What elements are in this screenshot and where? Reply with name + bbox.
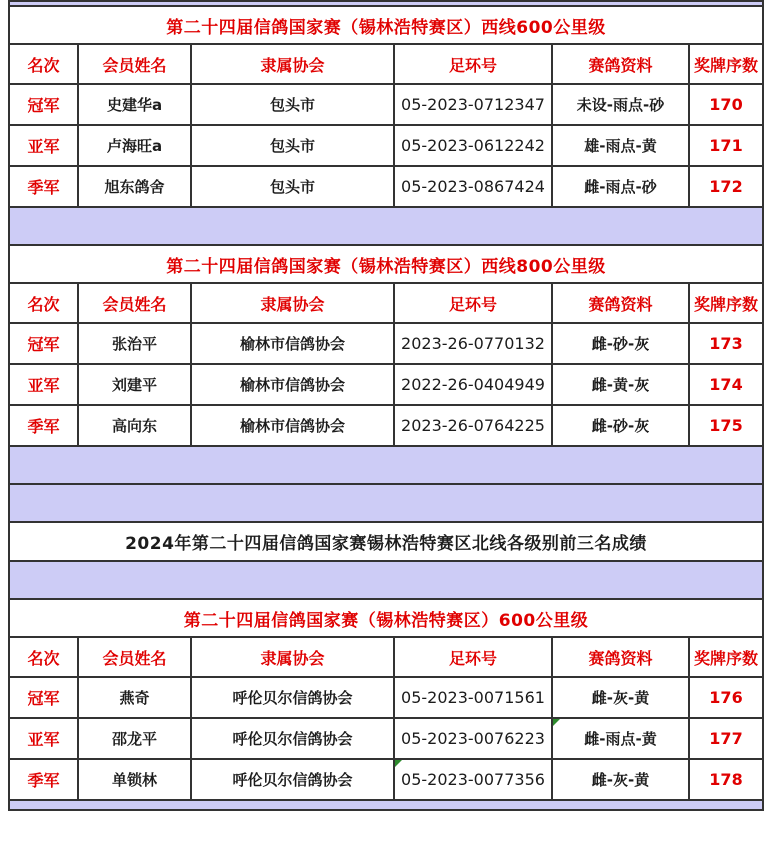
col-header-info: 赛鸽资料	[552, 44, 689, 84]
spacer-cell	[9, 484, 763, 522]
cell-ring-number: 05-2023-0076223	[394, 718, 552, 759]
section-title: 第二十四届信鸽国家赛（锡林浩特赛区）西线600公里级	[9, 6, 763, 44]
cell-member-name: 邵龙平	[78, 718, 191, 759]
cell-association: 榆林市信鸽协会	[191, 364, 394, 405]
cell-rank: 季军	[9, 759, 78, 800]
col-header-ring: 足环号	[394, 44, 552, 84]
cell-association: 包头市	[191, 125, 394, 166]
spacer-cell	[9, 446, 763, 484]
col-header-ring: 足环号	[394, 283, 552, 323]
col-header-medal: 奖牌序数	[689, 283, 763, 323]
cell-ring-number: 2023-26-0764225	[394, 405, 552, 446]
cell-rank: 亚军	[9, 364, 78, 405]
cell-pigeon-info: 雌-灰-黄	[552, 677, 689, 718]
col-header-medal: 奖牌序数	[689, 637, 763, 677]
section2-header-row	[9, 283, 763, 323]
cell-ring-number: 05-2023-0077356	[394, 759, 552, 800]
cell-ring-number: 2022-26-0404949	[394, 364, 552, 405]
cell-member-name: 旭东鸽舍	[78, 166, 191, 207]
cell-pigeon-info: 雄-雨点-黄	[552, 125, 689, 166]
cell-medal-number: 170	[689, 84, 763, 125]
table-row	[9, 166, 763, 207]
cell-member-name: 张治平	[78, 323, 191, 364]
cell-ring-number: 05-2023-0612242	[394, 125, 552, 166]
cell-medal-number: 175	[689, 405, 763, 446]
cell-member-name: 史建华a	[78, 84, 191, 125]
col-header-rank: 名次	[9, 44, 78, 84]
cell-pigeon-info: 雌-雨点-黄	[552, 718, 689, 759]
section3-header-row	[9, 637, 763, 677]
cell-medal-number: 176	[689, 677, 763, 718]
table-row	[9, 677, 763, 718]
cell-rank: 冠军	[9, 677, 78, 718]
col-header-info: 赛鸽资料	[552, 637, 689, 677]
cell-association: 榆林市信鸽协会	[191, 405, 394, 446]
table-row	[9, 84, 763, 125]
cell-medal-number: 171	[689, 125, 763, 166]
error-flag-triangle-icon	[395, 760, 402, 767]
cell-pigeon-info: 雌-黄-灰	[552, 364, 689, 405]
section-title: 第二十四届信鸽国家赛（锡林浩特赛区）600公里级	[9, 599, 763, 637]
col-header-name: 会员姓名	[78, 44, 191, 84]
section2-title-row	[9, 245, 763, 283]
table-row	[9, 759, 763, 800]
cell-rank: 季军	[9, 405, 78, 446]
section1-title-row	[9, 6, 763, 44]
spacer-cell	[9, 561, 763, 599]
north-line-title: 2024年第二十四届信鸽国家赛锡林浩特赛区北线各级别前三名成绩	[9, 522, 763, 561]
col-header-rank: 名次	[9, 283, 78, 323]
table-row	[9, 364, 763, 405]
cell-pigeon-info: 雌-灰-黄	[552, 759, 689, 800]
cell-rank: 冠军	[9, 84, 78, 125]
cell-pigeon-info: 雌-砂-灰	[552, 323, 689, 364]
cell-member-name: 燕奇	[78, 677, 191, 718]
cell-ring-number: 05-2023-0071561	[394, 677, 552, 718]
purple-spacer-row	[9, 446, 763, 484]
cell-rank: 冠军	[9, 323, 78, 364]
bottom-purple-strip	[9, 800, 763, 810]
cell-member-name: 单锁林	[78, 759, 191, 800]
cell-association: 呼伦贝尔信鸽协会	[191, 677, 394, 718]
col-header-assoc: 隶属协会	[191, 44, 394, 84]
cell-ring-number: 05-2023-0712347	[394, 84, 552, 125]
table-row	[9, 323, 763, 364]
col-header-medal: 奖牌序数	[689, 44, 763, 84]
table-row	[9, 718, 763, 759]
section3-title-row	[9, 599, 763, 637]
cell-member-name: 高向东	[78, 405, 191, 446]
cell-medal-number: 177	[689, 718, 763, 759]
cell-medal-number: 172	[689, 166, 763, 207]
col-header-rank: 名次	[9, 637, 78, 677]
table-row	[9, 405, 763, 446]
cell-association: 呼伦贝尔信鸽协会	[191, 759, 394, 800]
cell-rank: 亚军	[9, 125, 78, 166]
cell-association: 呼伦贝尔信鸽协会	[191, 718, 394, 759]
section1-header-row	[9, 44, 763, 84]
cell-pigeon-info: 未设-雨点-砂	[552, 84, 689, 125]
cell-association: 榆林市信鸽协会	[191, 323, 394, 364]
section-title: 第二十四届信鸽国家赛（锡林浩特赛区）西线800公里级	[9, 245, 763, 283]
spacer-cell	[9, 800, 763, 810]
cell-ring-number: 2023-26-0770132	[394, 323, 552, 364]
cell-association: 包头市	[191, 84, 394, 125]
cell-association: 包头市	[191, 166, 394, 207]
col-header-assoc: 隶属协会	[191, 283, 394, 323]
cell-medal-number: 178	[689, 759, 763, 800]
cell-medal-number: 173	[689, 323, 763, 364]
col-header-name: 会员姓名	[78, 283, 191, 323]
spacer-cell	[9, 207, 763, 245]
north-line-title-row	[9, 522, 763, 561]
table-row	[9, 125, 763, 166]
cell-medal-number: 174	[689, 364, 763, 405]
cell-rank: 亚军	[9, 718, 78, 759]
purple-spacer-row	[9, 207, 763, 245]
col-header-info: 赛鸽资料	[552, 283, 689, 323]
cell-member-name: 刘建平	[78, 364, 191, 405]
cell-pigeon-info: 雌-雨点-砂	[552, 166, 689, 207]
col-header-assoc: 隶属协会	[191, 637, 394, 677]
cell-member-name: 卢海旺a	[78, 125, 191, 166]
col-header-ring: 足环号	[394, 637, 552, 677]
purple-spacer-row	[9, 561, 763, 599]
cell-rank: 季军	[9, 166, 78, 207]
purple-spacer-row	[9, 484, 763, 522]
col-header-name: 会员姓名	[78, 637, 191, 677]
cell-ring-number: 05-2023-0867424	[394, 166, 552, 207]
error-flag-triangle-icon	[553, 719, 560, 726]
results-sheet	[8, 0, 764, 811]
cell-pigeon-info: 雌-砂-灰	[552, 405, 689, 446]
